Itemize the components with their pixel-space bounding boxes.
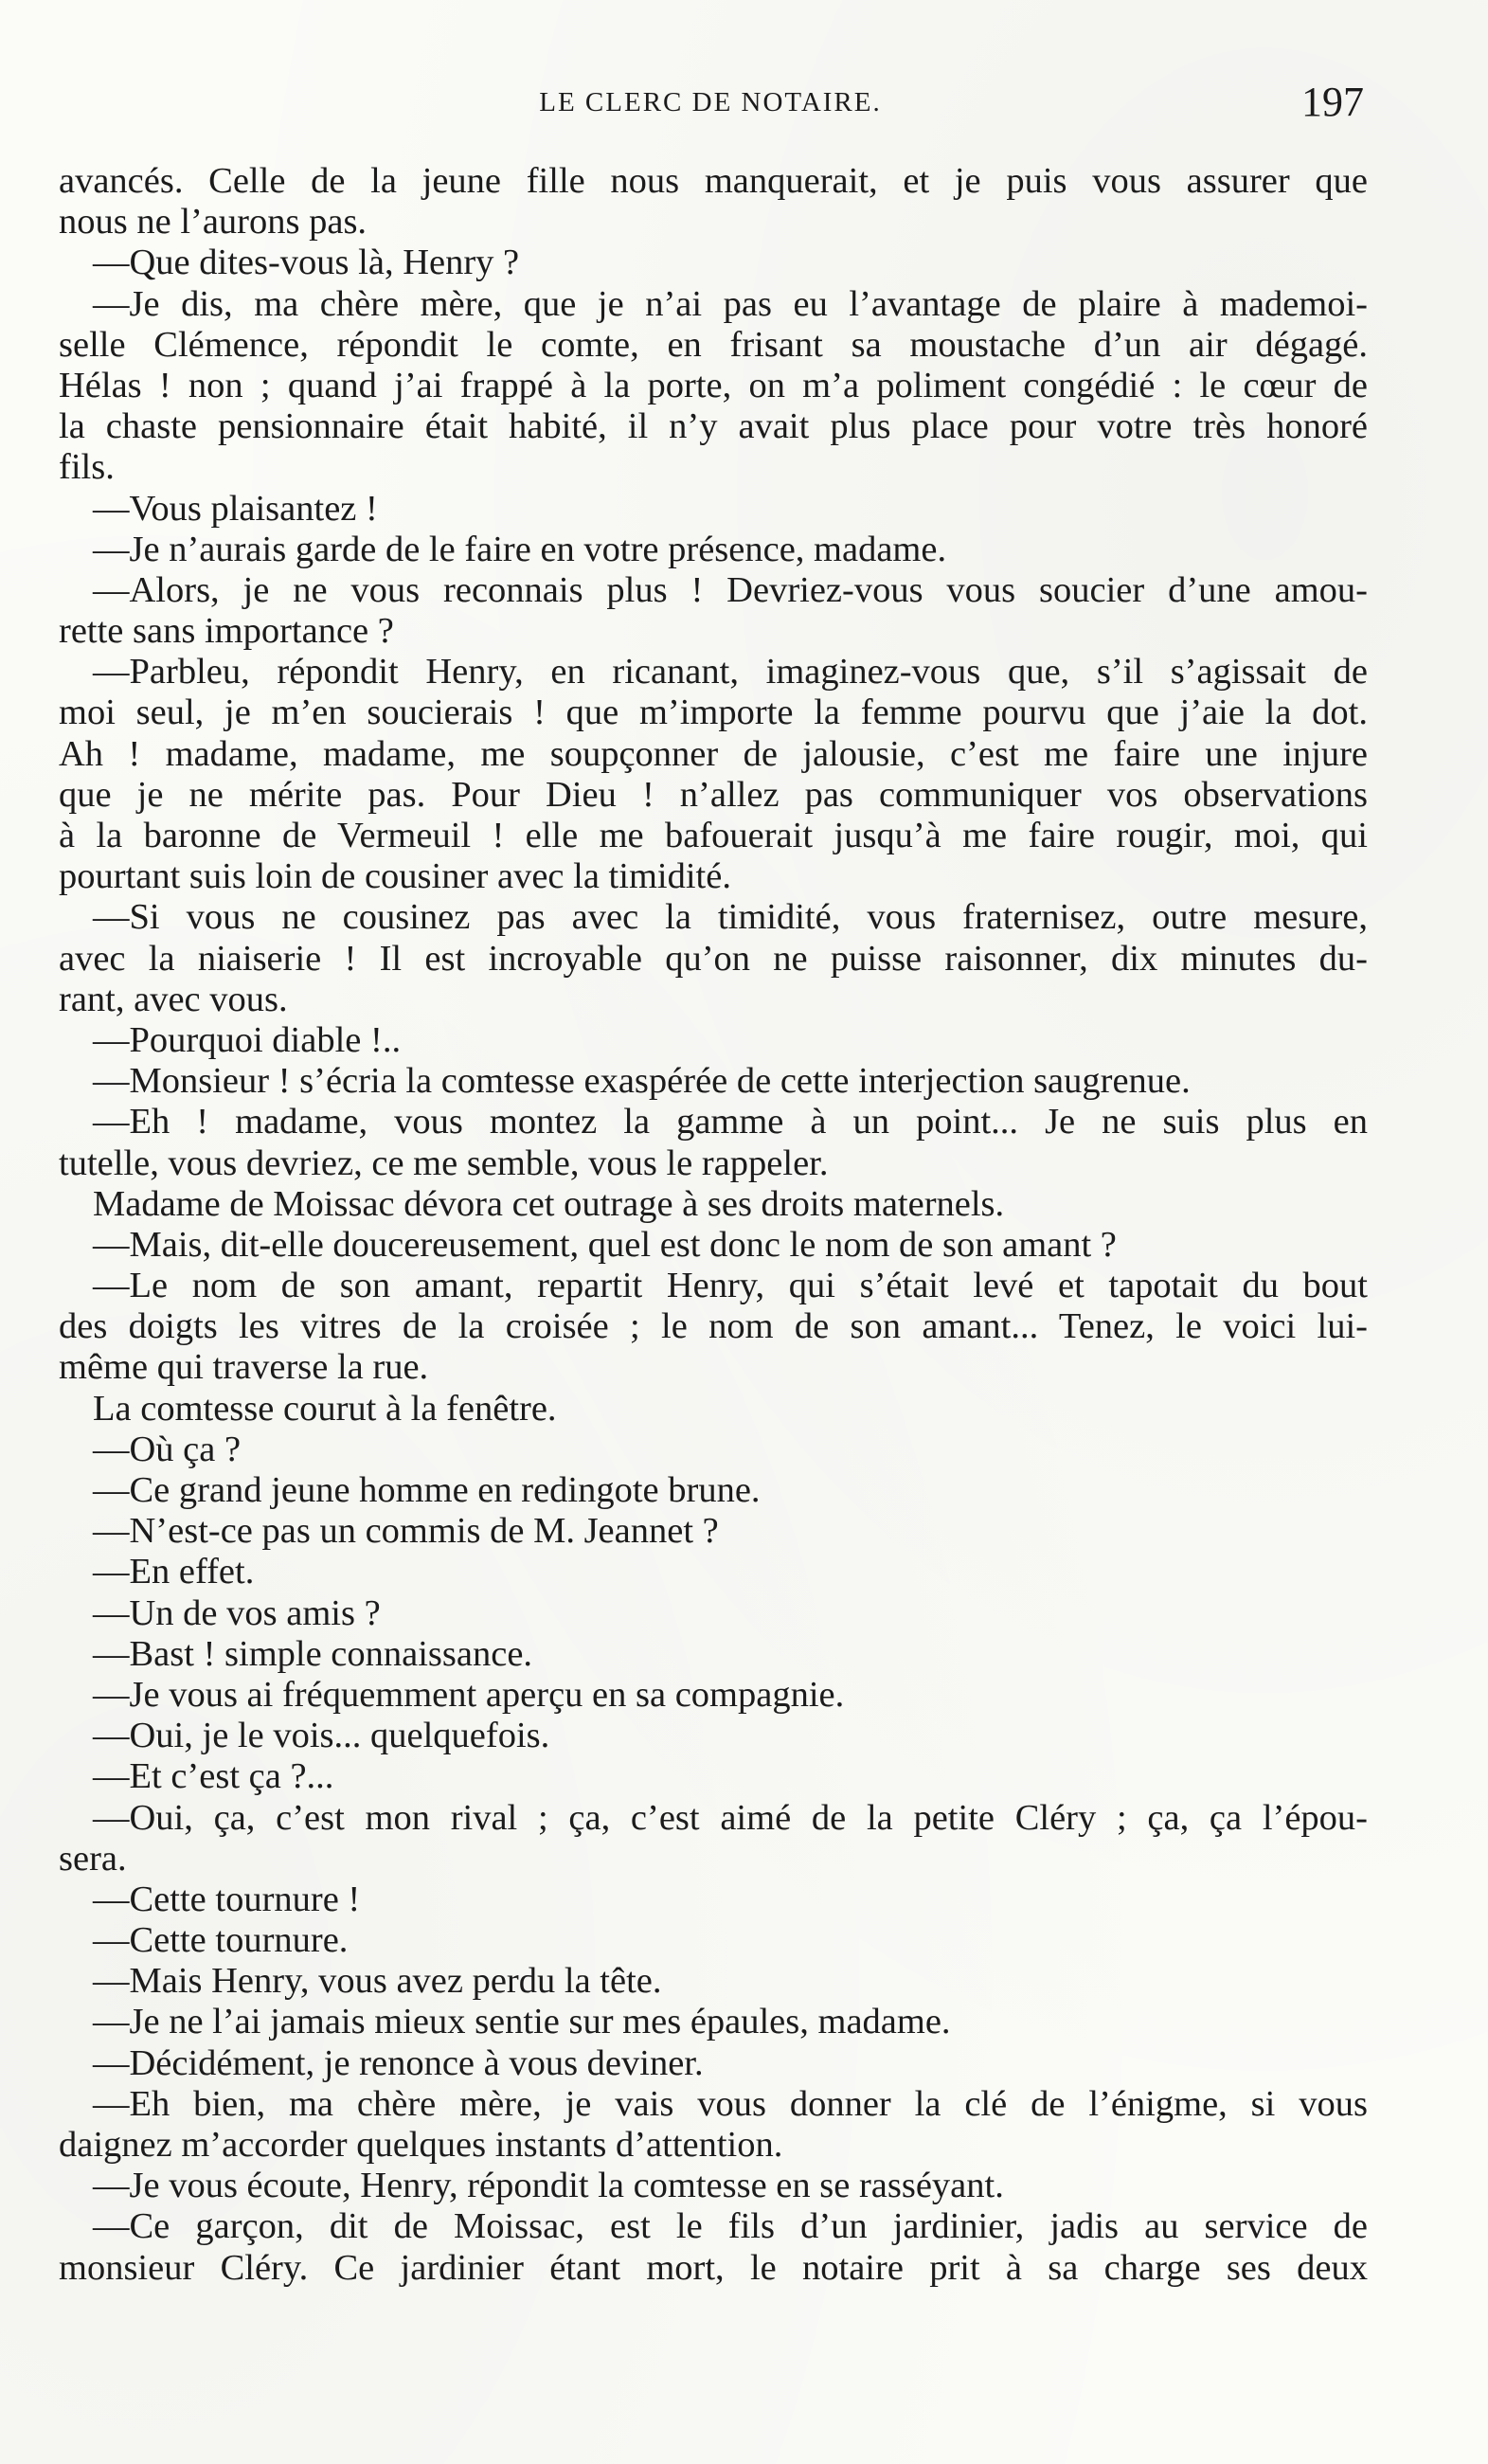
text-line: —Mais, dit-elle doucereusement, quel est donc le nom de son amant ? [93, 1224, 1117, 1265]
text-line: —Et c’est ça ?... [93, 1756, 334, 1797]
text-line: avancés. Celle de la jeune fille nous manquerait, et je puis vous assurer que [59, 161, 1368, 201]
text-line: Madame de Moissac dévora cet outrage à ses droits maternels. [93, 1183, 1005, 1224]
text-line: daignez m’accorder quelques instants d’attention. [59, 2125, 783, 2165]
text-line: —Parbleu, répondit Henry, en ricanant, imaginez-vous que, s’il s’agissait de [93, 652, 1368, 692]
text-line: —Que dites-vous là, Henry ? [93, 243, 520, 283]
text-line: nous ne l’aurons pas. [59, 202, 368, 243]
text-line: tutelle, vous devriez, ce me semble, vous le rappeler. [59, 1142, 829, 1183]
text-line: —Vous plaisantez ! [93, 488, 378, 529]
text-line: —Cette tournure ! [93, 1879, 361, 1919]
text-line: —Eh bien, ma chère mère, je vais vous donner la clé de l’énigme, si vous [93, 2083, 1368, 2124]
text-line: —Cette tournure. [93, 1920, 349, 1961]
text-line: rant, avec vous. [59, 979, 288, 1019]
page-header [57, 78, 1364, 125]
text-line: sera. [59, 1838, 127, 1879]
text-line: —Alors, je ne vous reconnais plus ! Devriez-vous vous soucier d’une amou- [93, 569, 1368, 610]
text-line: —Un de vos amis ? [93, 1592, 381, 1633]
text-line: —Oui, je le vois... quelquefois. [93, 1716, 550, 1756]
text-line: à la baronne de Vermeuil ! elle me bafouerait jusqu’à me faire rougir, moi, qui [59, 816, 1368, 855]
text-line: moi seul, je m’en soucierais ! que m’importe la femme pourvu que j’aie la dot. [59, 692, 1368, 733]
text-line: —Je n’aurais garde de le faire en votre présence, madame. [93, 529, 947, 569]
text-line: rette sans importance ? [59, 611, 394, 652]
text-line: —Eh ! madame, vous montez la gamme à un point... Je ne suis plus en [93, 1102, 1368, 1142]
text-line: avec la niaiserie ! Il est incroyable qu’on ne puisse raisonner, dix minutes du- [59, 938, 1368, 979]
text-line: —Je ne l’ai jamais mieux sentie sur mes épaules, madame. [93, 2002, 951, 2042]
text-line: la chaste pensionnaire était habité, il n’y avait plus place pour votre très honoré [59, 406, 1368, 447]
body-text [59, 161, 1368, 2289]
text-line: La comtesse courut à la fenêtre. [93, 1388, 557, 1429]
text-line: —Oui, ça, c’est mon rival ; ça, c’est aimé de la petite Cléry ; ça, ça l’épou- [93, 1797, 1368, 1838]
page-number: 197 [1301, 79, 1364, 125]
text-line: —Je dis, ma chère mère, que je n’ai pas eu l’avantage de plaire à mademoi- [93, 283, 1368, 324]
text-line: —Le nom de son amant, repartit Henry, qui s’était levé et tapotait du bout [93, 1266, 1368, 1306]
text-line: —Ce garçon, dit de Moissac, est le fils d’un jardinier, jadis au service de [93, 2206, 1368, 2247]
text-line: —Si vous ne cousinez pas avec la timidité, vous fraternisez, outre mesure, [93, 897, 1368, 938]
text-line: —Pourquoi diable !.. [93, 1019, 402, 1060]
text-line: Ah ! madame, madame, me soupçonner de jalousie, c’est me faire une injure [59, 733, 1368, 774]
text-line: —Je vous ai fréquemment aperçu en sa compagnie. [93, 1674, 845, 1715]
text-line: que je ne mérite pas. Pour Dieu ! n’allez pas communiquer vos observations [59, 774, 1368, 815]
text-line: —Ce grand jeune homme en redingote brune. [93, 1470, 761, 1510]
text-line: —Bast ! simple connaissance. [93, 1633, 533, 1674]
text-line: —Mais Henry, vous avez perdu la tête. [93, 1961, 662, 2002]
text-line: —Je vous écoute, Henry, répondit la comtesse en se rasséyant. [93, 2166, 1004, 2206]
text-line: —N’est-ce pas un commis de M. Jeannet ? [93, 1511, 719, 1552]
text-line: Hélas ! non ; quand j’ai frappé à la porte, on m’a poliment congédié : le cœur de [59, 365, 1368, 405]
text-line: selle Clémence, répondit le comte, en frisant sa moustache d’un air dégagé. [59, 324, 1368, 365]
running-title: LE CLERC DE NOTAIRE. [539, 87, 882, 117]
text-line: —Décidément, je renonce à vous deviner. [93, 2042, 704, 2083]
text-line: —En effet. [93, 1552, 255, 1592]
text-line: monsieur Cléry. Ce jardinier étant mort, le notaire prit à sa charge ses deux [59, 2247, 1368, 2288]
text-line: des doigts les vitres de la croisée ; le nom de son amant... Tenez, le voici lui- [59, 1306, 1368, 1347]
text-line: —Monsieur ! s’écria la comtesse exaspérée de cette interjection saugrenue. [93, 1061, 1191, 1102]
text-line: —Où ça ? [93, 1429, 242, 1469]
text-line: pourtant suis loin de cousiner avec la timidité. [59, 856, 731, 897]
text-line: même qui traverse la rue. [59, 1347, 429, 1388]
text-line: fils. [59, 447, 115, 488]
